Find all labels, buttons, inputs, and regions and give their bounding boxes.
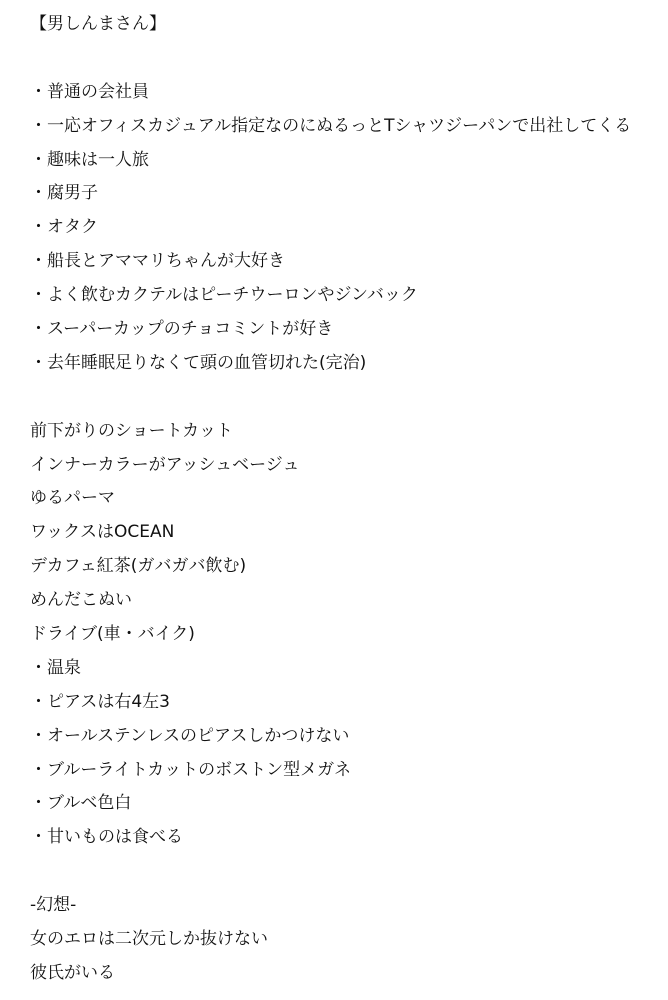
detail-item: インナーカラーがアッシュベージュ	[30, 454, 300, 475]
profile-item: ・趣味は一人旅	[30, 149, 149, 170]
detail-item: ・ピアスは右4左3	[30, 691, 170, 712]
profile-item: ・スーパーカップのチョコミントが好き	[30, 319, 334, 340]
profile-item: ・腐男子	[30, 183, 98, 204]
fantasy-item: 彼氏がいる	[30, 962, 115, 983]
profile-item: ・一応オフィスカジュアル指定なのにぬるっとTシャツジーパンで出社してくる	[30, 115, 632, 136]
detail-item: ・ブルベ色白	[30, 793, 132, 814]
detail-item: ゆるパーマ	[30, 488, 115, 509]
detail-item: ワックスはOCEAN	[30, 522, 175, 543]
note-body	[30, 8, 660, 991]
fantasy-item: 女のエロは二次元しか抜けない	[30, 929, 268, 950]
detail-item: ・甘いものは食べる	[30, 827, 183, 848]
detail-item: ドライブ(車・バイク)	[30, 624, 195, 645]
profile-item: ・船長とアママリちゃんが大好き	[30, 251, 285, 272]
detail-item: 前下がりのショートカット	[30, 420, 233, 441]
detail-item: めんだこぬい	[30, 590, 132, 611]
detail-item: ・オールステンレスのピアスしかつけない	[30, 725, 350, 746]
profile-item: ・オタク	[30, 217, 98, 238]
profile-item: ・よく飲むカクテルはピーチウーロンやジンバック	[30, 285, 418, 306]
detail-item: デカフェ紅茶(ガバガバ飲む)	[30, 556, 247, 577]
profile-item: ・去年睡眠足りなくて頭の血管切れた(完治)	[30, 352, 367, 373]
fantasy-heading: -幻想-	[30, 895, 77, 916]
blank-line	[30, 855, 660, 889]
blank-line	[30, 42, 660, 76]
note-title: 【男しんまさん】	[30, 14, 166, 34]
blank-line	[30, 381, 660, 415]
detail-item: ・温泉	[30, 657, 81, 678]
profile-item: ・普通の会社員	[30, 81, 149, 102]
detail-item: ・ブルーライトカットのボストン型メガネ	[30, 759, 352, 780]
